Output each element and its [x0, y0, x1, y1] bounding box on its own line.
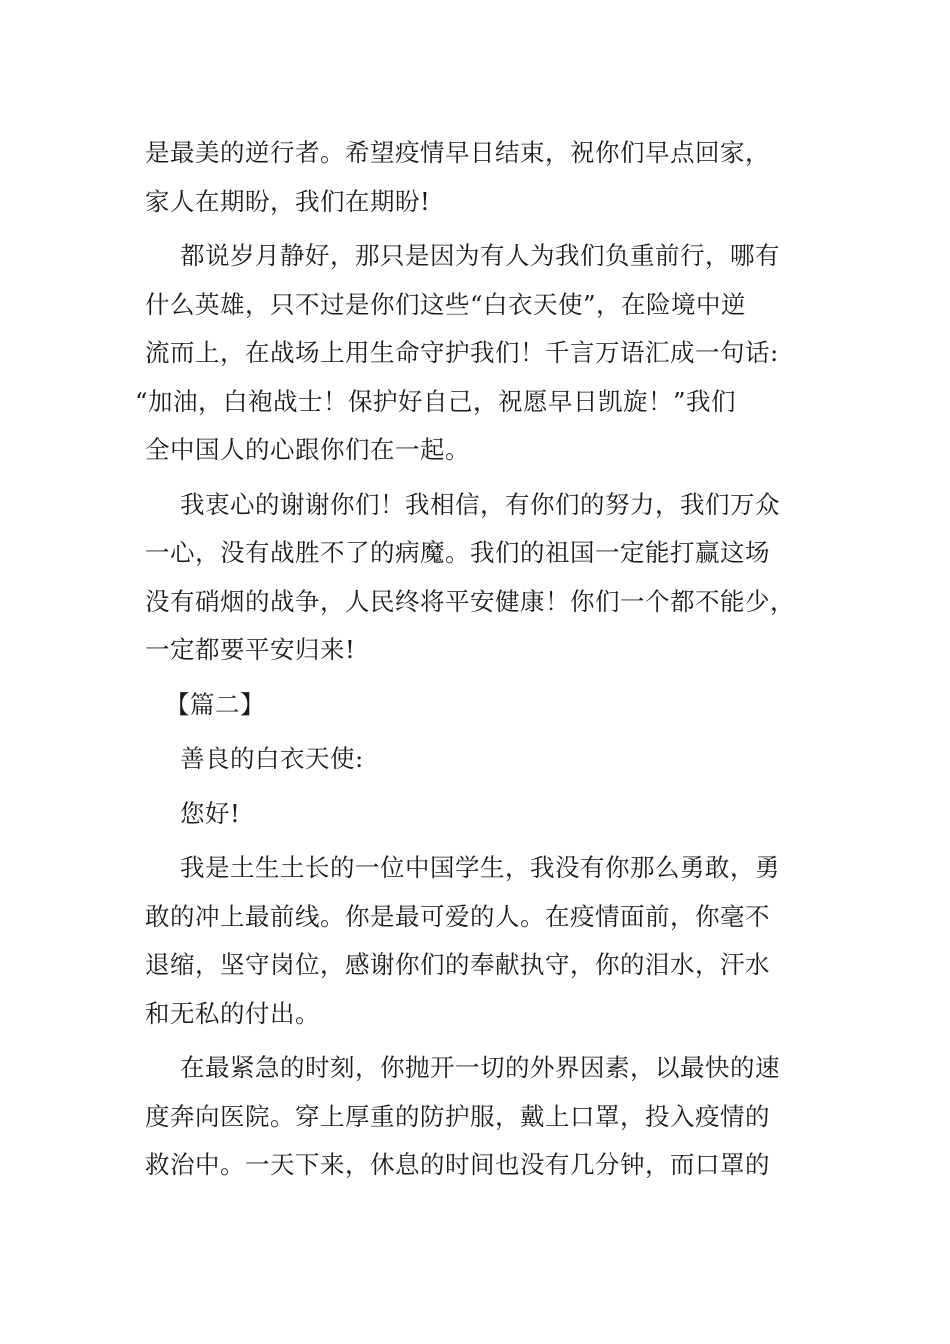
- greeting: [145, 790, 800, 839]
- text-line: 在最紧急的时刻，你抛开一切的外界因素，以最快的速: [180, 1053, 780, 1082]
- section-heading: [145, 681, 800, 730]
- paragraph: [145, 1044, 800, 1190]
- text-line: 家人在期盼，我们在期盼!: [145, 186, 431, 216]
- text-line: 没有硝烟的战争，人民终将平安健康！你们一个都不能少，: [145, 586, 795, 616]
- text-line: 【篇二】: [165, 689, 265, 719]
- text-line: 一心，没有战胜不了的病魔。我们的祖国一定能打赢这场: [145, 538, 770, 567]
- salutation: [145, 735, 800, 784]
- text-line: 您好!: [180, 798, 241, 828]
- text-line: 善良的白衣天使:: [180, 744, 364, 773]
- paragraph: [145, 844, 800, 1038]
- text-line: 都说岁月静好，那只是因为有人为我们负重前行，哪有: [180, 241, 780, 270]
- text-line: 敢的冲上最前线。你是最可爱的人。在疫情面前，你毫不: [145, 901, 770, 931]
- text-line: 全中国人的心跟你们在一起。: [145, 435, 470, 464]
- paragraph: [135, 232, 800, 475]
- text-line: 一定都要平安归来!: [145, 635, 356, 664]
- text-line: 度奔向医院。穿上厚重的防护服，戴上口罩，投入疫情的: [145, 1101, 770, 1131]
- text-line: 救治中。一天下来，休息的时间也没有几分钟，而口罩的: [145, 1150, 770, 1179]
- text-line: 是最美的逆行者。希望疫情早日结束，祝你们早点回家，: [145, 138, 770, 167]
- document-body: [135, 129, 800, 1196]
- text-line: 和无私的付出。: [145, 998, 320, 1028]
- paragraph: [145, 481, 800, 675]
- text-line: 退缩，坚守岗位，感谢你们的奉献执守，你的泪水，汗水: [145, 950, 770, 979]
- text-line: 我衷心的谢谢你们！我相信，有你们的努力，我们万众: [180, 489, 780, 519]
- text-line: 我是土生土长的一位中国学生，我没有你那么勇敢，勇: [180, 853, 780, 882]
- paragraph: [145, 129, 800, 226]
- text-line: “加油，白袍战士！保护好自己，祝愿早日凯旋！”我们: [135, 386, 737, 416]
- text-line: 流而上，在战场上用生命守护我们！千言万语汇成一句话:: [145, 338, 779, 367]
- text-line: 什么英雄，只不过是你们这些“白衣天使”，在险境中逆: [145, 289, 747, 319]
